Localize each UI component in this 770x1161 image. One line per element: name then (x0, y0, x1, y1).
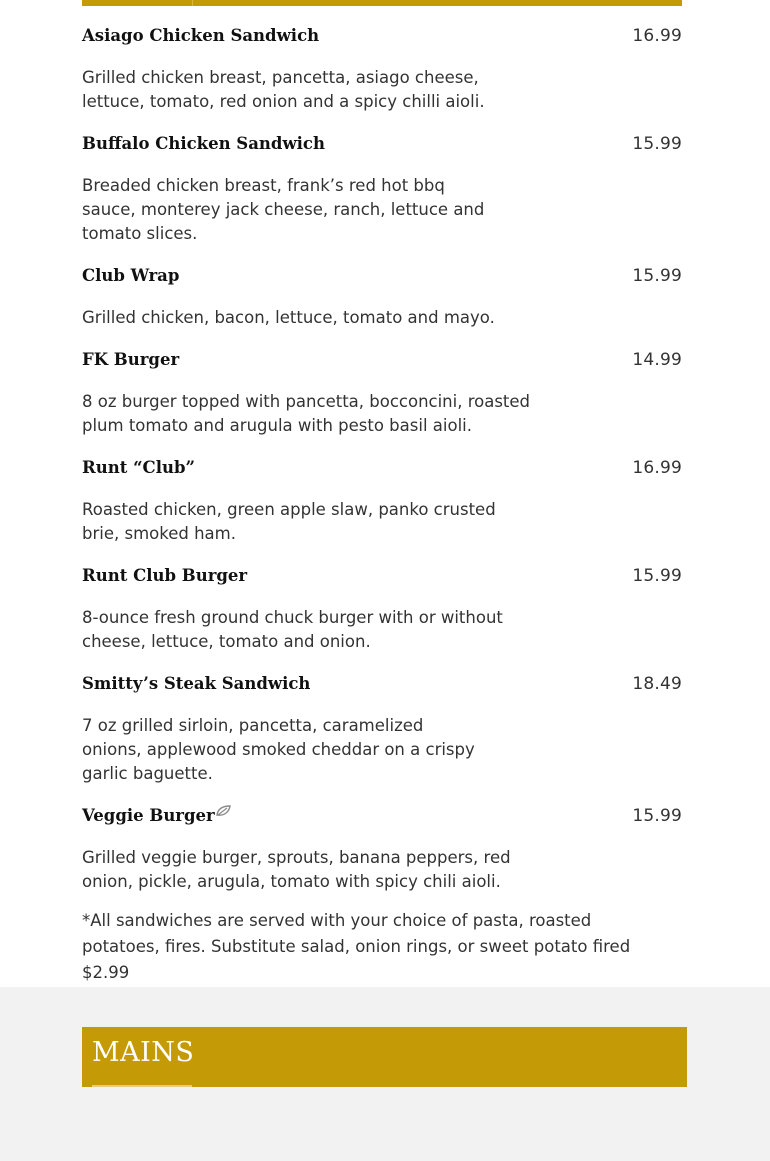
vegetarian-leaf-icon (216, 802, 231, 821)
menu-item (82, 566, 682, 654)
menu-item-description (82, 498, 682, 546)
menu-item-name: Runt Club Burger (82, 566, 248, 585)
menu-item (82, 134, 682, 246)
menu-item-description (82, 846, 682, 894)
menu-item-description (82, 606, 682, 654)
menu-item-price: 18.49 (632, 674, 682, 694)
menu-item-desc-line: garlic baguette. (82, 764, 213, 783)
note-line: *All sandwiches are served with your choice of pasta, roasted (82, 911, 592, 930)
menu-item-desc-line: 7 oz grilled sirloin, pancetta, caramelized (82, 716, 424, 735)
menu-item-desc-line: 8-ounce fresh ground chuck burger with or without (82, 608, 503, 627)
menu-item (82, 806, 682, 894)
menu-item-header (82, 26, 682, 52)
menu-item-price: 15.99 (632, 134, 682, 154)
section-top-bar (82, 0, 682, 6)
menu-item-header (82, 134, 682, 160)
menu-item-name: FK Burger (82, 350, 180, 369)
menu-item-price: 15.99 (632, 566, 682, 586)
note-line: $2.99 (82, 963, 130, 982)
menu-item-desc-line: Roasted chicken, green apple slaw, panko crusted (82, 500, 496, 519)
menu-item (82, 266, 682, 330)
menu-item-desc-line: lettuce, tomato, red onion and a spicy chilli aioli. (82, 92, 485, 111)
menu-item-desc-line: sauce, monterey jack cheese, ranch, lettuce and (82, 200, 485, 219)
sandwich-sides-note (82, 908, 662, 986)
menu-item-price: 16.99 (632, 26, 682, 46)
menu-item-header (82, 266, 682, 292)
menu-item-price: 15.99 (632, 806, 682, 826)
menu-item-desc-line: Breaded chicken breast, frank’s red hot bbq (82, 176, 445, 195)
menu-item (82, 350, 682, 438)
menu-item-name-text: Veggie Burger (82, 806, 215, 825)
sandwich-menu (82, 26, 682, 986)
menu-item-name: Smitty’s Steak Sandwich (82, 674, 311, 693)
menu-item-name: Club Wrap (82, 266, 180, 285)
note-line: potatoes, fires. Substitute salad, onion rings, or sweet potato fired (82, 937, 631, 956)
menu-item-desc-line: onion, pickle, arugula, tomato with spicy chili aioli. (82, 872, 501, 891)
menu-item-price: 16.99 (632, 458, 682, 478)
menu-item-description (82, 390, 682, 438)
menu-item-desc-line: Grilled chicken breast, pancetta, asiago cheese, (82, 68, 479, 87)
menu-item-desc-line: brie, smoked ham. (82, 524, 236, 543)
section-title-underline (92, 1085, 192, 1087)
menu-item-price: 15.99 (632, 266, 682, 286)
menu-item (82, 458, 682, 546)
menu-item-header (82, 674, 682, 700)
menu-item-name: Runt “Club” (82, 458, 195, 477)
menu-item-header (82, 458, 682, 484)
menu-item-header (82, 806, 682, 832)
menu-item-description (82, 714, 682, 786)
menu-item-desc-line: cheese, lettuce, tomato and onion. (82, 632, 371, 651)
menu-item-description (82, 306, 682, 330)
menu-item-price: 14.99 (632, 350, 682, 370)
menu-item (82, 674, 682, 786)
menu-item-header (82, 566, 682, 592)
menu-item-description (82, 174, 682, 246)
menu-item-desc-line: plum tomato and arugula with pesto basil aioli. (82, 416, 472, 435)
mains-section-header (82, 1027, 687, 1087)
menu-item-desc-line: onions, applewood smoked cheddar on a crispy (82, 740, 475, 759)
menu-item-description (82, 66, 682, 114)
menu-item-desc-line: tomato slices. (82, 224, 198, 243)
section-title: MAINS (92, 1037, 195, 1068)
menu-item-name (82, 806, 231, 825)
menu-item (82, 26, 682, 114)
top-bar-notch (192, 0, 193, 6)
menu-item-name: Asiago Chicken Sandwich (82, 26, 320, 45)
menu-item-header (82, 350, 682, 376)
menu-item-desc-line: Grilled veggie burger, sprouts, banana peppers, red (82, 848, 511, 867)
next-section-area (0, 987, 770, 1161)
menu-item-desc-line: 8 oz burger topped with pancetta, bocconcini, roasted (82, 392, 531, 411)
menu-item-name: Buffalo Chicken Sandwich (82, 134, 325, 153)
menu-item-desc-line: Grilled chicken, bacon, lettuce, tomato and mayo. (82, 308, 495, 327)
